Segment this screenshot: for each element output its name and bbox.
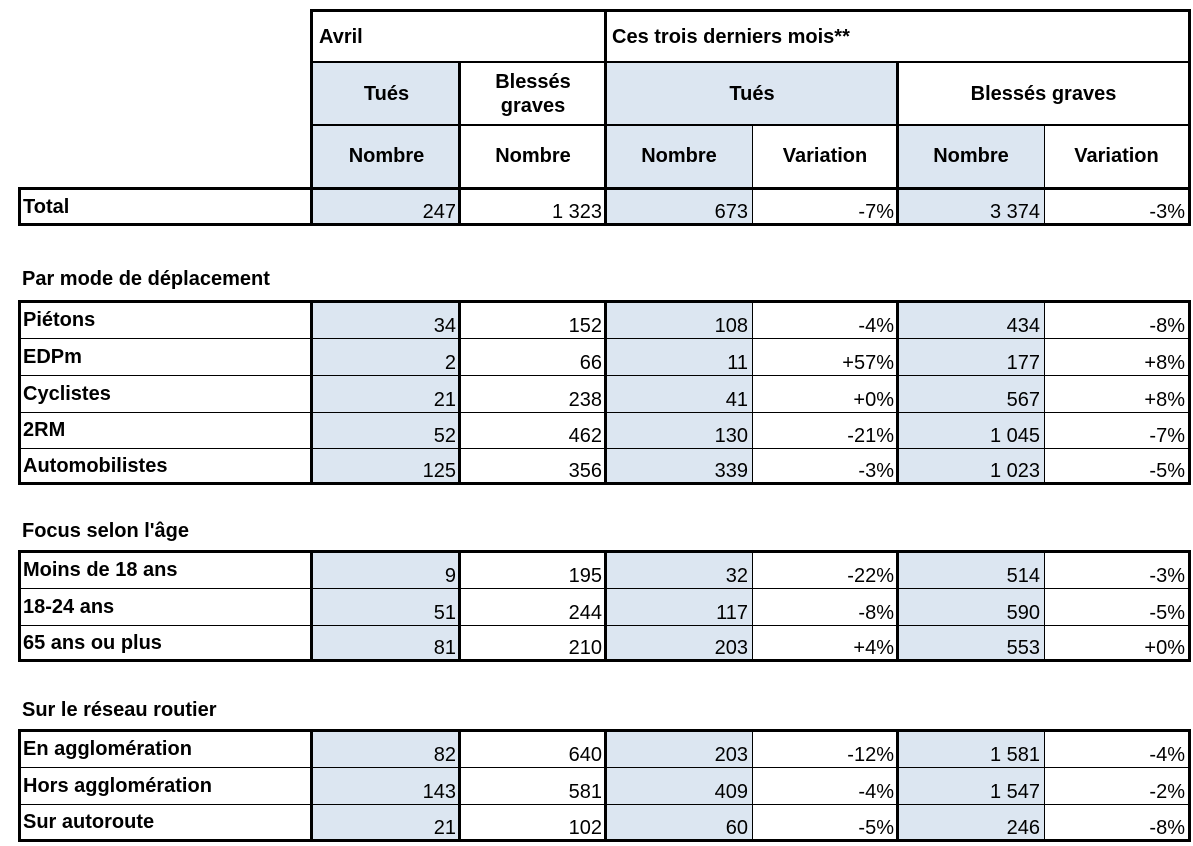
vertical-rule <box>752 729 753 841</box>
cell-variation-blesses-3m: -4% <box>1044 731 1189 767</box>
horizontal-rule <box>18 767 1191 768</box>
row-label: 18-24 ans <box>23 595 115 618</box>
vertical-rule <box>1188 9 1191 189</box>
vertical-rule <box>752 187 753 225</box>
vertical-rule <box>310 550 313 661</box>
cell-blesses-avril: 640 <box>460 731 606 767</box>
cell-blesses-avril: 244 <box>460 588 606 625</box>
row-label: Moins de 18 ans <box>23 559 178 581</box>
cell-blesses-avril: 152 <box>460 302 606 338</box>
header-tues-3m: Tués <box>606 62 898 125</box>
cell-variation-tues-3m: -21% <box>752 412 898 448</box>
cell-tues-3m: 130 <box>606 412 752 448</box>
vertical-rule <box>18 729 21 841</box>
cell-tues-3m: 41 <box>606 375 752 412</box>
vertical-rule <box>1188 550 1191 661</box>
cell-variation-blesses-3m: -8% <box>1044 302 1189 338</box>
vertical-rule <box>752 300 753 484</box>
header-period-month: Avril <box>313 11 606 62</box>
row-label: EDPm <box>23 345 82 368</box>
cell-variation-blesses-3m: -5% <box>1044 448 1189 483</box>
cell-tues-3m: 339 <box>606 448 752 483</box>
cell-variation-blesses-3m: -8% <box>1044 804 1189 840</box>
vertical-rule <box>1044 300 1045 484</box>
header-tues: Tués <box>313 62 460 125</box>
row-label: Cyclistes <box>23 382 111 405</box>
cell-variation-tues-3m: -5% <box>752 804 898 840</box>
cell-variation-tues-3m: -22% <box>752 552 898 588</box>
cell-tues-avril: 2 <box>313 338 460 375</box>
cell-variation-tues-3m: +57% <box>752 338 898 375</box>
cell-tues-avril: 51 <box>313 588 460 625</box>
cell-blesses-3m: 514 <box>898 552 1044 588</box>
cell-blesses-avril: 238 <box>460 375 606 412</box>
vertical-rule <box>1188 187 1191 225</box>
cell-variation-tues-3m: +0% <box>752 375 898 412</box>
header-nombre-tues: Nombre <box>313 125 460 187</box>
vertical-rule <box>1044 550 1045 661</box>
cell-blesses-3m: 1 045 <box>898 412 1044 448</box>
cell-blesses-3m: 1 023 <box>898 448 1044 483</box>
vertical-rule <box>752 550 753 661</box>
cell-tues-avril: 125 <box>313 448 460 483</box>
cell-blesses-3m: 590 <box>898 588 1044 625</box>
horizontal-rule <box>18 375 1191 376</box>
cell-tues-avril: 9 <box>313 552 460 588</box>
cell-tues-3m: 11 <box>606 338 752 375</box>
horizontal-rule <box>311 61 1191 63</box>
vertical-rule <box>1188 729 1191 841</box>
cell-variation-tues-3m: -7% <box>752 189 898 224</box>
cell-tues-avril: 247 <box>313 189 460 224</box>
cell-tues-3m: 673 <box>606 189 752 224</box>
cell-tues-3m: 117 <box>606 588 752 625</box>
row-label: Sur autoroute <box>23 811 155 833</box>
cell-variation-tues-3m: +4% <box>752 625 898 660</box>
cell-blesses-avril: 1 323 <box>460 189 606 224</box>
cell-tues-3m: 203 <box>606 731 752 767</box>
cell-tues-avril: 21 <box>313 375 460 412</box>
vertical-rule <box>310 300 313 484</box>
horizontal-rule <box>18 448 1191 449</box>
vertical-rule <box>604 550 607 661</box>
section-title: Focus selon l'âge <box>22 520 190 542</box>
horizontal-rule <box>18 625 1191 626</box>
cell-blesses-avril: 66 <box>460 338 606 375</box>
cell-blesses-3m: 1 581 <box>898 731 1044 767</box>
cell-blesses-3m: 434 <box>898 302 1044 338</box>
header-variation-blesses-3m: Variation <box>1044 125 1189 187</box>
row-label: Automobilistes <box>23 454 168 477</box>
header-period-3-months: Ces trois derniers mois** <box>606 11 1189 62</box>
cell-blesses-avril: 356 <box>460 448 606 483</box>
vertical-rule <box>310 9 313 189</box>
vertical-rule <box>18 550 21 661</box>
row-label: Total <box>23 195 70 218</box>
horizontal-rule <box>311 124 1191 126</box>
cell-blesses-3m: 246 <box>898 804 1044 840</box>
vertical-rule <box>310 729 313 841</box>
vertical-rule <box>604 729 607 841</box>
cell-variation-blesses-3m: -2% <box>1044 767 1189 804</box>
cell-blesses-avril: 195 <box>460 552 606 588</box>
cell-blesses-avril: 210 <box>460 625 606 660</box>
cell-variation-tues-3m: -12% <box>752 731 898 767</box>
table-header <box>0 0 1193 190</box>
vertical-rule <box>896 61 899 189</box>
vertical-rule <box>604 9 607 189</box>
cell-tues-avril: 52 <box>313 412 460 448</box>
vertical-rule <box>310 187 313 225</box>
vertical-rule <box>1044 124 1045 189</box>
cell-blesses-3m: 567 <box>898 375 1044 412</box>
cell-tues-3m: 409 <box>606 767 752 804</box>
vertical-rule <box>752 124 753 189</box>
cell-variation-tues-3m: -4% <box>752 767 898 804</box>
cell-variation-tues-3m: -3% <box>752 448 898 483</box>
horizontal-rule <box>18 804 1191 805</box>
cell-tues-3m: 203 <box>606 625 752 660</box>
vertical-rule <box>896 729 899 841</box>
row-label: Hors agglomération <box>23 774 212 797</box>
cell-tues-avril: 21 <box>313 804 460 840</box>
vertical-rule <box>1044 729 1045 841</box>
vertical-rule <box>458 729 461 841</box>
cell-variation-blesses-3m: -3% <box>1044 552 1189 588</box>
cell-blesses-3m: 553 <box>898 625 1044 660</box>
vertical-rule <box>896 300 899 484</box>
cell-tues-avril: 82 <box>313 731 460 767</box>
horizontal-rule <box>18 338 1191 339</box>
cell-variation-blesses-3m: -5% <box>1044 588 1189 625</box>
header-blesses-graves-3m: Blessés graves <box>898 62 1189 125</box>
horizontal-rule <box>18 412 1191 413</box>
header-blesses-graves-label: Blessés graves <box>495 70 571 117</box>
horizontal-rule <box>18 588 1191 589</box>
header-nombre-tues-3m: Nombre <box>606 125 752 187</box>
header-nombre-blesses: Nombre <box>460 125 606 187</box>
cell-variation-tues-3m: -4% <box>752 302 898 338</box>
header-blesses-graves <box>460 62 606 125</box>
cell-blesses-3m: 3 374 <box>898 189 1044 224</box>
vertical-rule <box>604 300 607 484</box>
cell-blesses-avril: 102 <box>460 804 606 840</box>
cell-tues-avril: 34 <box>313 302 460 338</box>
cell-blesses-avril: 462 <box>460 412 606 448</box>
vertical-rule <box>1188 300 1191 484</box>
cell-tues-avril: 81 <box>313 625 460 660</box>
header-nombre-blesses-3m: Nombre <box>898 125 1044 187</box>
vertical-rule <box>604 187 607 225</box>
vertical-rule <box>458 550 461 661</box>
horizontal-rule <box>311 9 1191 12</box>
vertical-rule <box>458 300 461 484</box>
row-label: En agglomération <box>23 738 192 760</box>
row-label: 2RM <box>23 419 66 441</box>
vertical-rule <box>458 61 461 189</box>
section-title: Sur le réseau routier <box>22 699 217 721</box>
cell-variation-tues-3m: -8% <box>752 588 898 625</box>
vertical-rule <box>1044 187 1045 225</box>
cell-variation-blesses-3m: -3% <box>1044 189 1189 224</box>
cell-blesses-3m: 1 547 <box>898 767 1044 804</box>
cell-tues-3m: 108 <box>606 302 752 338</box>
vertical-rule <box>896 187 899 225</box>
vertical-rule <box>18 300 21 484</box>
cell-variation-blesses-3m: -7% <box>1044 412 1189 448</box>
cell-variation-blesses-3m: +0% <box>1044 625 1189 660</box>
cell-tues-3m: 32 <box>606 552 752 588</box>
vertical-rule <box>896 550 899 661</box>
cell-variation-blesses-3m: +8% <box>1044 338 1189 375</box>
vertical-rule <box>458 187 461 225</box>
cell-variation-blesses-3m: +8% <box>1044 375 1189 412</box>
row-label: Piétons <box>23 309 96 331</box>
section-title: Par mode de déplacement <box>22 268 270 290</box>
cell-blesses-3m: 177 <box>898 338 1044 375</box>
header-variation-tues-3m: Variation <box>752 125 898 187</box>
vertical-rule <box>18 187 21 225</box>
row-label: 65 ans ou plus <box>23 631 162 654</box>
cell-tues-avril: 143 <box>313 767 460 804</box>
cell-tues-3m: 60 <box>606 804 752 840</box>
cell-blesses-avril: 581 <box>460 767 606 804</box>
